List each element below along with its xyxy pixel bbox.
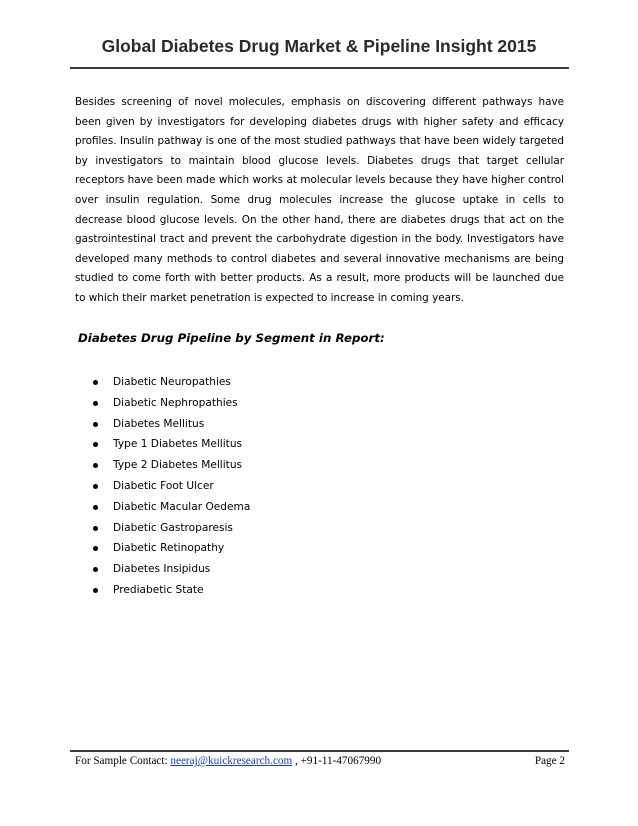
page-number: Page 2: [534, 755, 565, 767]
bullet-icon: [93, 484, 98, 489]
phone-number: , +91-11-47067990: [292, 755, 382, 767]
bullet-icon: [93, 526, 98, 531]
bullet-icon: [93, 463, 98, 468]
segment-label: Type 2 Diabetes Mellitus: [113, 459, 243, 472]
bullet-icon: [93, 588, 98, 593]
segment-label: Diabetic Foot Ulcer: [113, 479, 214, 492]
contact-label: For Sample Contact:: [75, 755, 171, 767]
segment-label: Diabetic Neuropathies: [113, 376, 231, 388]
segment-label: Diabetic Macular Oedema: [113, 500, 251, 513]
segment-label: Prediabetic State: [113, 583, 204, 596]
section-heading: Diabetes Drug Pipeline by Segment in Report:: [78, 331, 385, 345]
segment-label: Diabetic Gastroparesis: [113, 521, 233, 534]
segment-label: Diabetes Mellitus: [113, 417, 205, 430]
bullet-icon: [93, 505, 98, 510]
bullet-icon: [93, 401, 98, 406]
page-title: Global Diabetes Drug Market & Pipeline Insight 2015: [101, 36, 537, 56]
bullet-icon: [93, 380, 98, 385]
segment-label: Type 1 Diabetes Mellitus: [113, 438, 243, 451]
footer-divider: [70, 750, 569, 752]
header-divider: [70, 67, 569, 69]
body-paragraph: Besides screening of novel molecules, emphasis on discovering different pathways have been given by investigators for developing diabetes drugs with higher safety and efficacy profiles. Insulin pathway is one of the most studied pathways that have been widely targeted by investigators to maintain blood glucose levels. Diabetes drugs that target cellular receptors have been made which works at molecular levels because they have higher control over insulin regulation. Some drug molecules increase the glucose uptake in cells to decrease blood glucose levels. On the other hand, there are diabetes drugs that act on the gastrointestinal tract and prevent the carbohydrate digestion in the body. Investigators have developed many methods to control diabetes and several innovative mechanisms are being studied to come forth with better products. As a result, more products will be launched due to which their market penetration is expected to increase in coming years.: [75, 96, 564, 304]
footer-contact: [75, 755, 381, 767]
bullet-icon: [93, 442, 98, 447]
segment-label: Diabetic Retinopathy: [113, 542, 225, 555]
segment-label: Diabetic Nephropathies: [113, 396, 238, 409]
email-link[interactable]: neeraj@kuickresearch.com: [170, 755, 293, 767]
bullet-icon: [93, 567, 98, 572]
bullet-icon: [93, 422, 98, 427]
bullet-icon: [93, 546, 98, 551]
segment-label: Diabetes Insipidus: [113, 563, 211, 576]
